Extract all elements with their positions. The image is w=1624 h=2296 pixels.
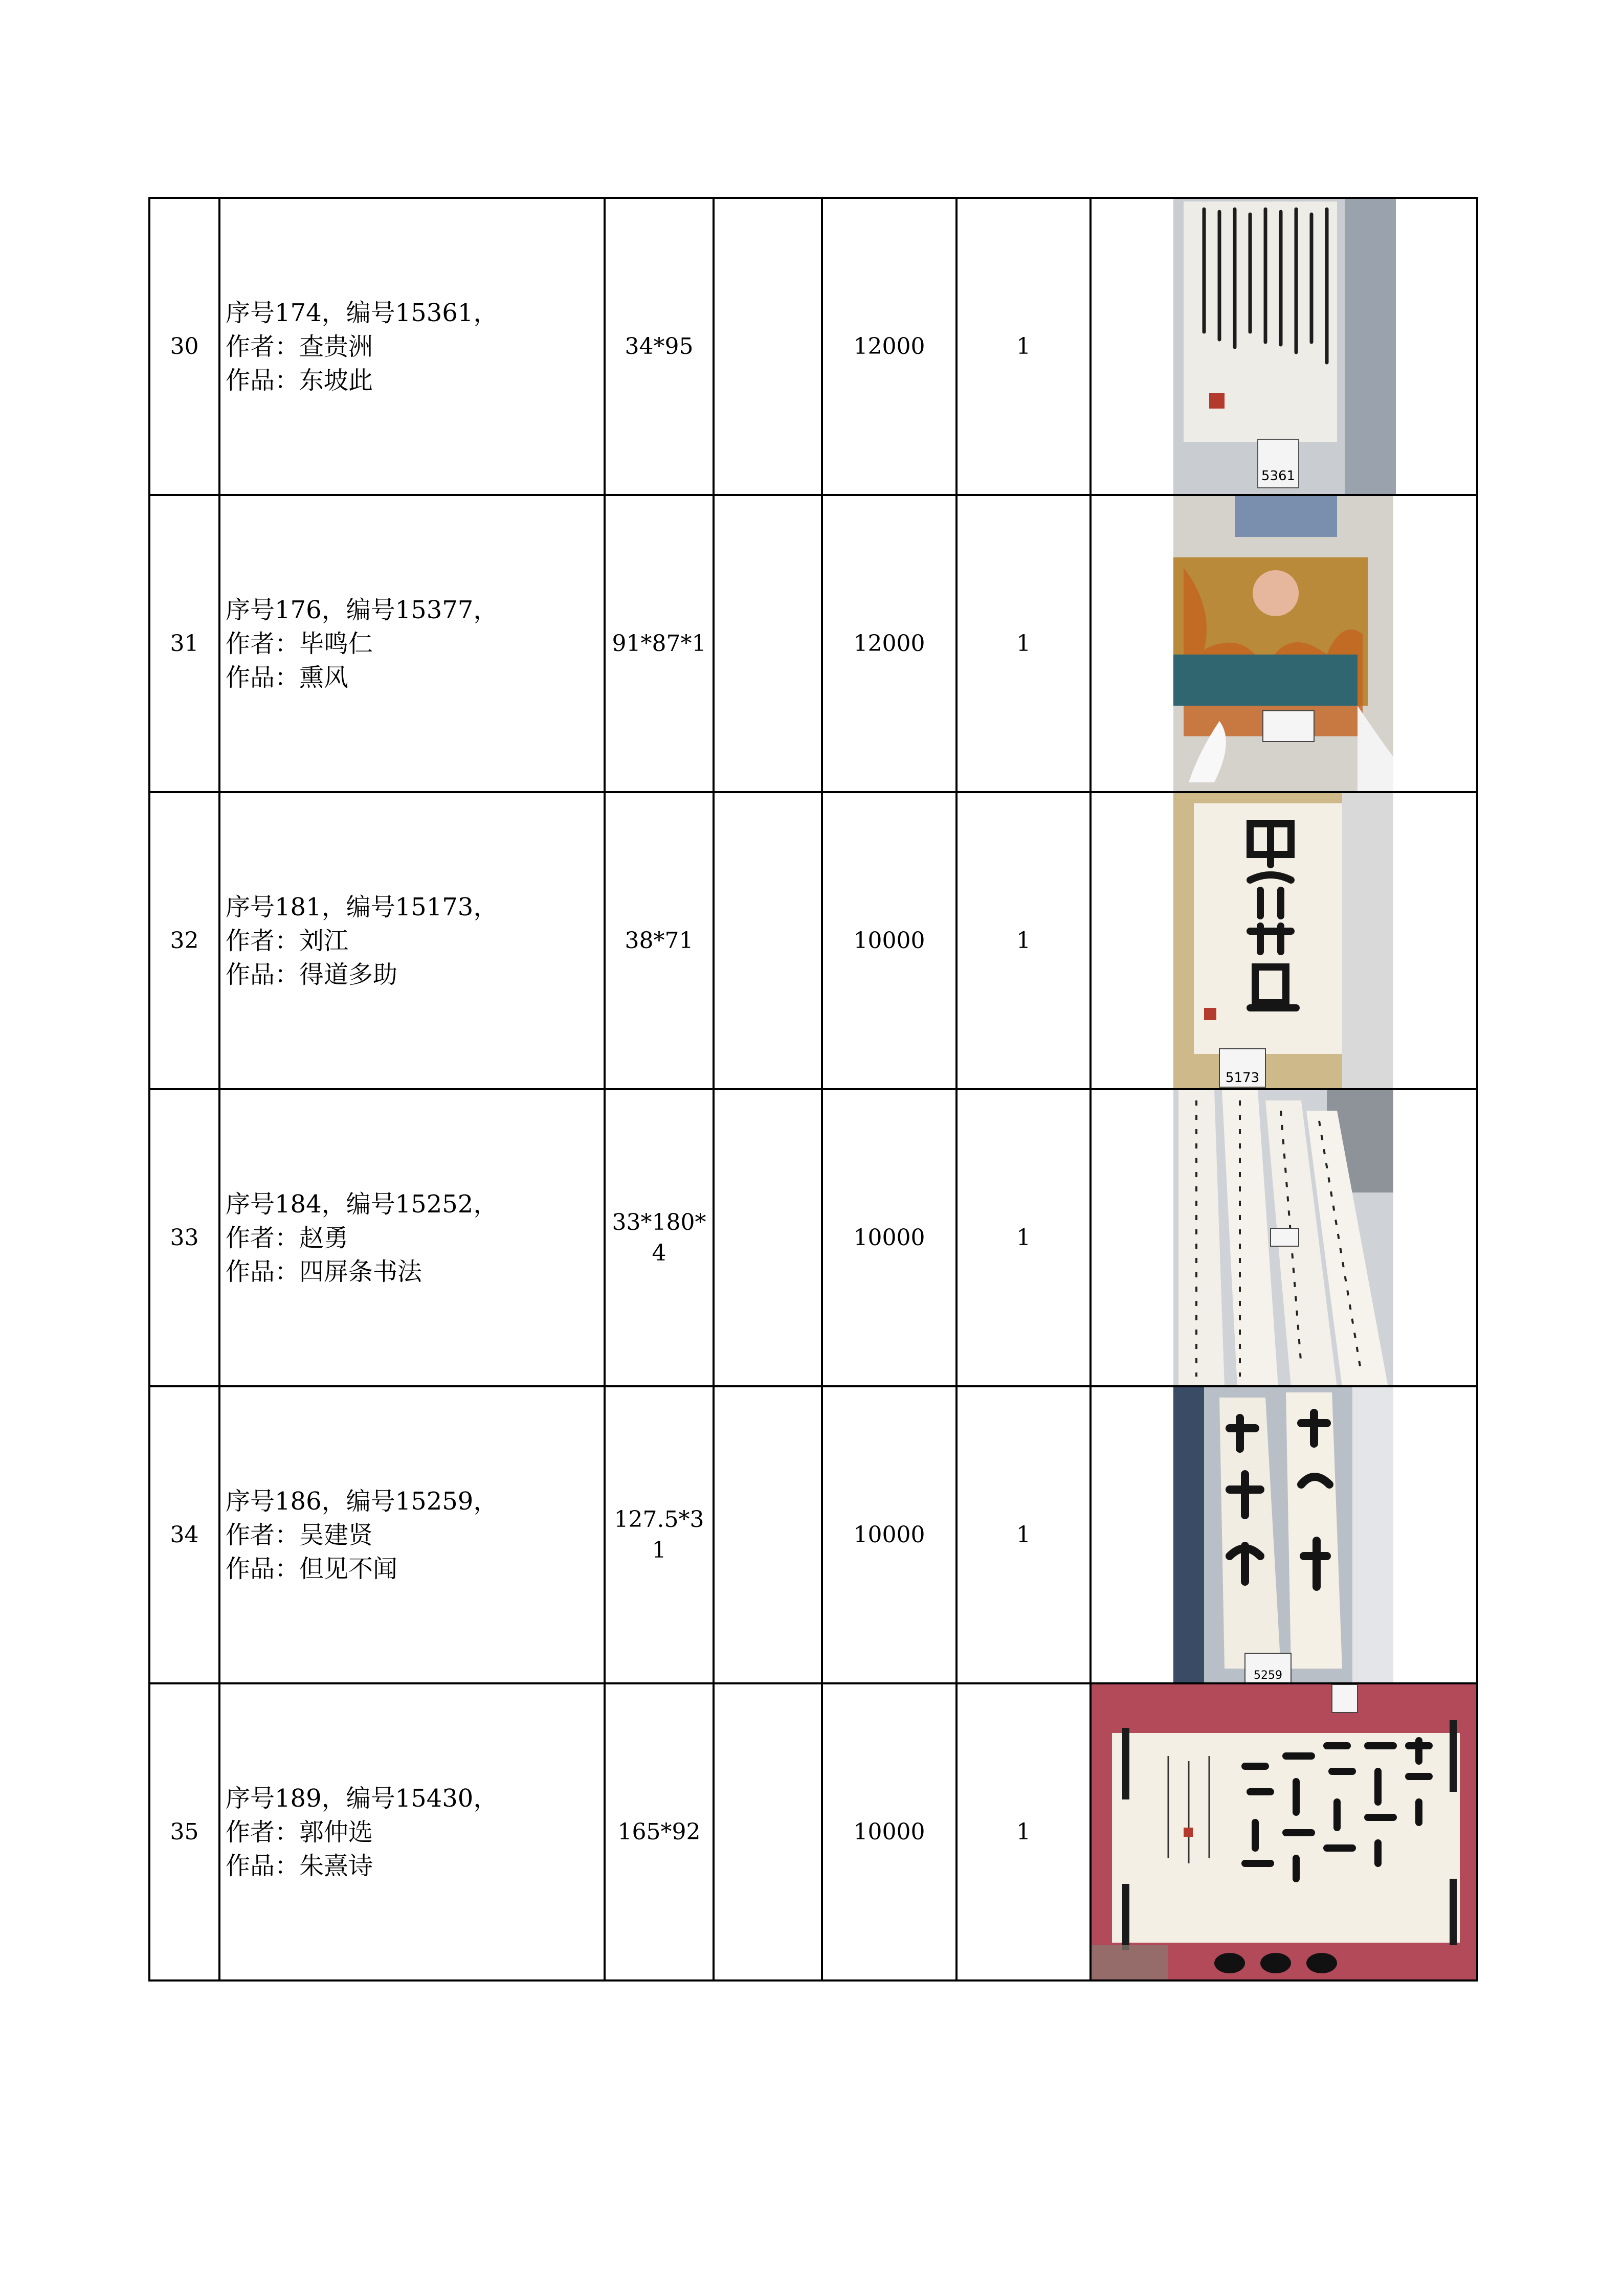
lot-line: 序号181，编号15173， (226, 892, 498, 921)
artwork-description (219, 1683, 605, 1980)
artwork-size: 33*180*4 (605, 1089, 714, 1386)
title-line: 作品：朱熹诗 (226, 1851, 373, 1880)
table-row (149, 792, 1477, 1089)
author-line: 作者：查贵洲 (226, 332, 373, 361)
artwork-quantity: 1 (956, 1683, 1091, 1980)
artwork-photo (1173, 793, 1393, 1089)
author-line: 作者：郭仲选 (226, 1817, 373, 1847)
row-index: 30 (149, 198, 219, 495)
empty-cell (714, 1683, 822, 1980)
artwork-photo (1173, 1090, 1393, 1386)
artwork-description (219, 792, 605, 1089)
artwork-description (219, 1386, 605, 1683)
artwork-quantity: 1 (956, 792, 1091, 1089)
lot-line: 序号189，编号15430， (226, 1784, 498, 1813)
table-row (149, 1683, 1477, 1980)
row-index: 33 (149, 1089, 219, 1386)
artwork-photo (1173, 199, 1396, 495)
author-line: 作者：吴建贤 (226, 1520, 373, 1549)
author-line: 作者：刘江 (226, 926, 349, 955)
table-row (149, 1386, 1477, 1683)
row-index: 34 (149, 1386, 219, 1683)
artwork-photo-cell (1091, 792, 1477, 1089)
lot-line: 序号176，编号15377， (226, 595, 498, 624)
artwork-quantity: 1 (956, 495, 1091, 792)
artwork-size: 91*87*1 (605, 495, 714, 792)
artwork-quantity: 1 (956, 1089, 1091, 1386)
artwork-size: 127.5*31 (605, 1386, 714, 1683)
artwork-quantity: 1 (956, 198, 1091, 495)
artwork-quantity: 1 (956, 1386, 1091, 1683)
artwork-photo (1173, 496, 1393, 792)
artwork-size: 165*92 (605, 1683, 714, 1980)
table-row (149, 1089, 1477, 1386)
artwork-price: 12000 (822, 495, 956, 792)
artwork-photo (1173, 1387, 1393, 1683)
row-index: 31 (149, 495, 219, 792)
author-line: 作者：毕鸣仁 (226, 629, 373, 658)
title-line: 作品：熏风 (226, 663, 349, 692)
artwork-description (219, 1089, 605, 1386)
lot-line: 序号174，编号15361， (226, 298, 498, 327)
empty-cell (714, 1089, 822, 1386)
artwork-price: 10000 (822, 1386, 956, 1683)
artwork-photo (1092, 1684, 1477, 1980)
photo-tag-label: 5173 (1225, 1070, 1260, 1086)
artwork-description (219, 198, 605, 495)
photo-tag-label: 5361 (1261, 468, 1296, 484)
artwork-photo-cell (1091, 1089, 1477, 1386)
title-line: 作品：但见不闻 (226, 1554, 398, 1583)
artwork-photo-cell (1091, 1683, 1477, 1980)
artwork-size: 38*71 (605, 792, 714, 1089)
title-line: 作品：四屏条书法 (226, 1257, 422, 1286)
artwork-photo-cell (1091, 198, 1477, 495)
artwork-list-table (148, 197, 1478, 1982)
artwork-description (219, 495, 605, 792)
artwork-photo-cell (1091, 1386, 1477, 1683)
lot-line: 序号186，编号15259， (226, 1487, 498, 1516)
row-index: 32 (149, 792, 219, 1089)
artwork-price: 12000 (822, 198, 956, 495)
table-row (149, 495, 1477, 792)
artwork-size: 34*95 (605, 198, 714, 495)
title-line: 作品：得道多助 (226, 960, 398, 989)
empty-cell (714, 495, 822, 792)
author-line: 作者：赵勇 (226, 1223, 349, 1252)
lot-line: 序号184，编号15252， (226, 1189, 498, 1219)
title-line: 作品：东坡此 (226, 366, 373, 395)
empty-cell (714, 198, 822, 495)
row-index: 35 (149, 1683, 219, 1980)
photo-tag-label: 5259 (1254, 1669, 1282, 1682)
empty-cell (714, 792, 822, 1089)
artwork-price: 10000 (822, 1089, 956, 1386)
table-row (149, 198, 1477, 495)
artwork-price: 10000 (822, 792, 956, 1089)
empty-cell (714, 1386, 822, 1683)
artwork-photo-cell (1091, 495, 1477, 792)
artwork-price: 10000 (822, 1683, 956, 1980)
